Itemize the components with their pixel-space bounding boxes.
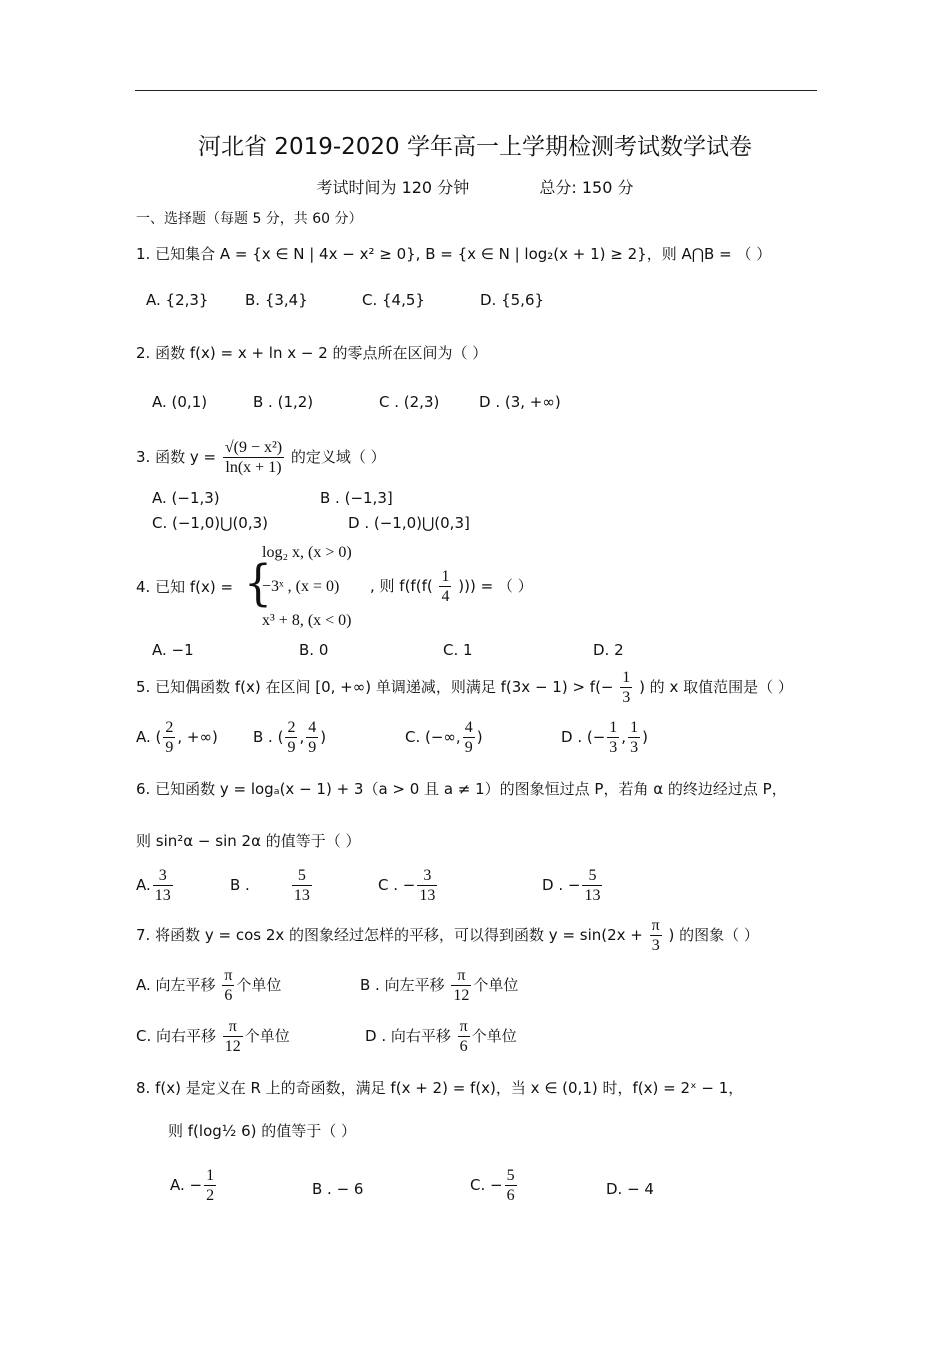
q5-option-a bbox=[136, 718, 218, 757]
q8-option-b: B . − 6 bbox=[312, 1180, 364, 1198]
q2-option-d: D . (3, +∞) bbox=[479, 393, 561, 411]
q7-c-suffix: 个单位 bbox=[244, 1027, 290, 1045]
q7-b-den: 12 bbox=[453, 987, 470, 1004]
q2-option-c: C . (2,3) bbox=[379, 393, 440, 411]
q6-b-den: 13 bbox=[293, 887, 310, 904]
q5-d-fraction-2 bbox=[628, 718, 640, 757]
q8-c-den: 6 bbox=[506, 1187, 515, 1204]
q7-prefix: 7. 将函数 y = cos 2x 的图象经过怎样的平移，可以得到函数 y = sin(2x + bbox=[136, 926, 643, 944]
q5-b-prefix: B . ( bbox=[253, 728, 284, 746]
q7-option-c bbox=[136, 1017, 290, 1056]
q6-a-den: 13 bbox=[154, 887, 171, 904]
q5-b-num-1: 2 bbox=[287, 719, 296, 736]
q4-option-a: A. −1 bbox=[152, 641, 194, 659]
q3-suffix: 的定义域（ ） bbox=[290, 448, 386, 466]
q5-option-b: B . ( $\frac{2}{9}$ , $\frac{4}{9}$ ) bbox=[253, 719, 327, 756]
q6-c-prefix: C . − bbox=[378, 876, 416, 894]
q7-d-fraction bbox=[458, 1017, 470, 1056]
q5-a-den: 9 bbox=[165, 739, 174, 756]
q6-d-den: 13 bbox=[584, 887, 601, 904]
q5-b-den-1: 9 bbox=[287, 739, 296, 756]
q6-option-b bbox=[230, 866, 314, 905]
q8-c-num: 5 bbox=[506, 1167, 515, 1184]
q4-prefix: 4. 已知 f(x) = bbox=[136, 578, 234, 596]
q3-numerator: √(9 − x²) bbox=[224, 439, 283, 456]
q5-c-den: 9 bbox=[464, 739, 473, 756]
q3-fraction bbox=[223, 438, 284, 477]
q7-c-num: π bbox=[223, 1017, 243, 1037]
q7-a-suffix: 个单位 bbox=[236, 976, 282, 994]
q6-c-den: 13 bbox=[419, 887, 436, 904]
q8-stem: 8. f(x) 是定义在 R 上的奇函数，满足 f(x + 2) = f(x)，当 x ∈ (0,1) 时，f(x) = 2ˣ − 1， bbox=[136, 1079, 744, 1097]
q7-b-fraction bbox=[451, 966, 471, 1005]
q5-b-num-2: 4 bbox=[308, 719, 317, 736]
q7-c-fraction bbox=[223, 1017, 243, 1056]
q4-stem bbox=[136, 540, 836, 636]
q8-a-prefix: A. − bbox=[170, 1176, 203, 1194]
q5-a-fraction bbox=[163, 718, 175, 757]
q1-option-c: C. {4,5} bbox=[362, 291, 425, 309]
q5-prefix: 5. 已知偶函数 f(x) 在区间 [0, +∞) 单调递减，则满足 f(3x − 1) > f(− bbox=[136, 678, 614, 696]
q5-a-num: 2 bbox=[165, 719, 174, 736]
q5-suffix: ) 的 x 取值范围是（ ） bbox=[639, 678, 793, 696]
exam-time: 考试时间为 120 分钟 bbox=[316, 178, 470, 197]
q7-a-prefix: A. 向左平移 bbox=[136, 976, 216, 994]
q4-nested bbox=[370, 567, 533, 606]
q5-b-fraction-2 bbox=[306, 718, 318, 757]
top-rule bbox=[135, 90, 817, 91]
q3-option-a: A. (−1,3) bbox=[152, 489, 220, 507]
q3-stem bbox=[136, 438, 386, 477]
q6-option-c bbox=[378, 866, 439, 905]
q7-d-prefix: D . 向右平移 bbox=[365, 1027, 451, 1045]
q2-option-b: B . (1,2) bbox=[253, 393, 314, 411]
exam-title: 河北省 2019-2020 学年高一上学期检测考试数学试卷 bbox=[198, 134, 752, 160]
q5-a-prefix: A. ( bbox=[136, 728, 162, 746]
q5-option-d: D . (− $\frac{1}{3}$ , $\frac{1}{3}$ ) bbox=[561, 719, 648, 756]
q6-b-fraction bbox=[292, 866, 312, 905]
q5-c-prefix: C. (−∞, bbox=[405, 728, 461, 746]
q4-numerator: 1 bbox=[441, 568, 450, 585]
q2-stem: 2. 函数 f(x) = x + ln x − 2 的零点所在区间为（ ） bbox=[136, 344, 488, 362]
q6-a-num: 3 bbox=[153, 866, 173, 886]
exam-score: 总分: 150 分 bbox=[539, 178, 634, 197]
q5-b-fraction-1 bbox=[285, 718, 297, 757]
q4-case-3: x³ + 8, (x < 0) bbox=[262, 612, 352, 629]
q8-c-fraction bbox=[505, 1166, 517, 1205]
q5-d-num-1: 1 bbox=[609, 719, 618, 736]
q4-option-d: D. 2 bbox=[593, 641, 624, 659]
q1-option-b: B. {3,4} bbox=[245, 291, 308, 309]
q4-fraction bbox=[439, 567, 451, 606]
q6-a-fraction bbox=[153, 866, 173, 905]
q6-d-prefix: D . − bbox=[542, 876, 581, 894]
q8-option-c bbox=[470, 1166, 519, 1205]
q7-c-den: 12 bbox=[224, 1038, 241, 1055]
q7-a-num: π bbox=[224, 967, 233, 984]
q7-den: 3 bbox=[651, 937, 660, 954]
q5-d-fraction-1 bbox=[607, 718, 619, 757]
q4-denominator: 4 bbox=[441, 588, 450, 605]
exam-info bbox=[0, 175, 950, 198]
q6-b-num: 5 bbox=[292, 866, 312, 886]
q5-c-fraction bbox=[463, 718, 475, 757]
q4-case-1: log₂ x, (x > 0) bbox=[262, 544, 352, 561]
q2-option-a: A. (0,1) bbox=[152, 393, 208, 411]
q6-b-prefix: B . bbox=[230, 876, 250, 894]
q7-c-prefix: C. 向右平移 bbox=[136, 1027, 217, 1045]
q1-stem: 1. 已知集合 A = {x ∈ N | 4x − x² ≥ 0}, B = {x ∈ N | log₂(x + 1) ≥ 2}，则 A⋂B = （ ） bbox=[136, 245, 772, 263]
q5-b-den-2: 9 bbox=[308, 739, 317, 756]
q7-option-d bbox=[365, 1017, 517, 1056]
q4-case-2: −3ˣ , (x = 0) bbox=[262, 578, 340, 595]
q5-b-suffix: ) bbox=[320, 728, 327, 746]
q7-b-prefix: B . 向左平移 bbox=[360, 976, 445, 994]
q4-option-c: C. 1 bbox=[443, 641, 473, 659]
q6-option-d bbox=[542, 866, 604, 905]
q3-option-c: C. (−1,0)⋃(0,3) bbox=[152, 514, 269, 532]
q5-d-den-1: 3 bbox=[609, 739, 618, 756]
q8-option-a bbox=[170, 1166, 218, 1205]
q4-mid: , 则 f(f(f( bbox=[370, 577, 433, 595]
q8-a-num: 1 bbox=[206, 1167, 215, 1184]
q3-option-d: D . (−1,0)⋃(0,3] bbox=[348, 514, 470, 532]
q7-b-num: π bbox=[451, 966, 471, 986]
q3-prefix: 3. 函数 y = bbox=[136, 448, 217, 466]
q6-c-num: 3 bbox=[417, 866, 437, 886]
q4-option-b: B. 0 bbox=[299, 641, 329, 659]
q5-d-prefix: D . (− bbox=[561, 728, 606, 746]
q7-fraction bbox=[650, 916, 662, 955]
q5-d-num-2: 1 bbox=[630, 719, 639, 736]
q8-c-prefix: C. − bbox=[470, 1176, 503, 1194]
q8-option-d: D. − 4 bbox=[606, 1180, 654, 1198]
q4-suffix: ))) = （ ） bbox=[458, 577, 533, 595]
q7-a-den: 6 bbox=[224, 987, 233, 1004]
q7-suffix: ) 的图象（ ） bbox=[668, 926, 759, 944]
q6-c-fraction bbox=[417, 866, 437, 905]
q1-option-d: D. {5,6} bbox=[480, 291, 545, 309]
q5-c-num: 4 bbox=[464, 719, 473, 736]
section-heading: 一、选择题（每题 5 分，共 60 分） bbox=[136, 211, 363, 227]
q6-stem: 6. 已知函数 y = logₐ(x − 1) + 3（a > 0 且 a ≠ 1）的图象恒过点 P，若角 α 的终边经过点 P， bbox=[136, 780, 787, 798]
q5-option-c bbox=[405, 718, 483, 757]
q5-stem bbox=[136, 668, 793, 707]
q4-brace: { bbox=[244, 555, 272, 612]
q6-a-prefix: A. bbox=[136, 876, 151, 894]
q3-option-b: B . (−1,3] bbox=[320, 489, 393, 507]
q5-numerator: 1 bbox=[622, 669, 631, 686]
q6-d-num: 5 bbox=[582, 866, 602, 886]
q7-option-a bbox=[136, 966, 281, 1005]
q5-denominator: 3 bbox=[622, 689, 631, 706]
q7-num: π bbox=[651, 917, 660, 934]
q8-stem-2: 则 f(log½ 6) 的值等于（ ） bbox=[168, 1122, 357, 1140]
q7-stem bbox=[136, 916, 759, 955]
q6-d-fraction bbox=[582, 866, 602, 905]
q7-d-num: π bbox=[459, 1018, 468, 1035]
q1-option-a: A. {2,3} bbox=[146, 291, 209, 309]
q8-a-fraction bbox=[204, 1166, 216, 1205]
q6-option-a bbox=[136, 866, 175, 905]
q7-option-b bbox=[360, 966, 518, 1005]
q3-denominator: ln(x + 1) bbox=[225, 459, 282, 476]
q7-d-suffix: 个单位 bbox=[471, 1027, 517, 1045]
q5-c-suffix: ) bbox=[476, 728, 483, 746]
q7-d-den: 6 bbox=[459, 1038, 468, 1055]
q5-a-suffix: , +∞) bbox=[177, 728, 218, 746]
q7-a-fraction bbox=[222, 966, 234, 1005]
q6-stem-2: 则 sin²α − sin 2α 的值等于（ ） bbox=[136, 832, 361, 850]
q5-fraction bbox=[620, 668, 632, 707]
q7-b-suffix: 个单位 bbox=[473, 976, 519, 994]
q8-a-den: 2 bbox=[206, 1187, 215, 1204]
q5-d-suffix: ) bbox=[642, 728, 648, 746]
q5-d-den-2: 3 bbox=[630, 739, 639, 756]
